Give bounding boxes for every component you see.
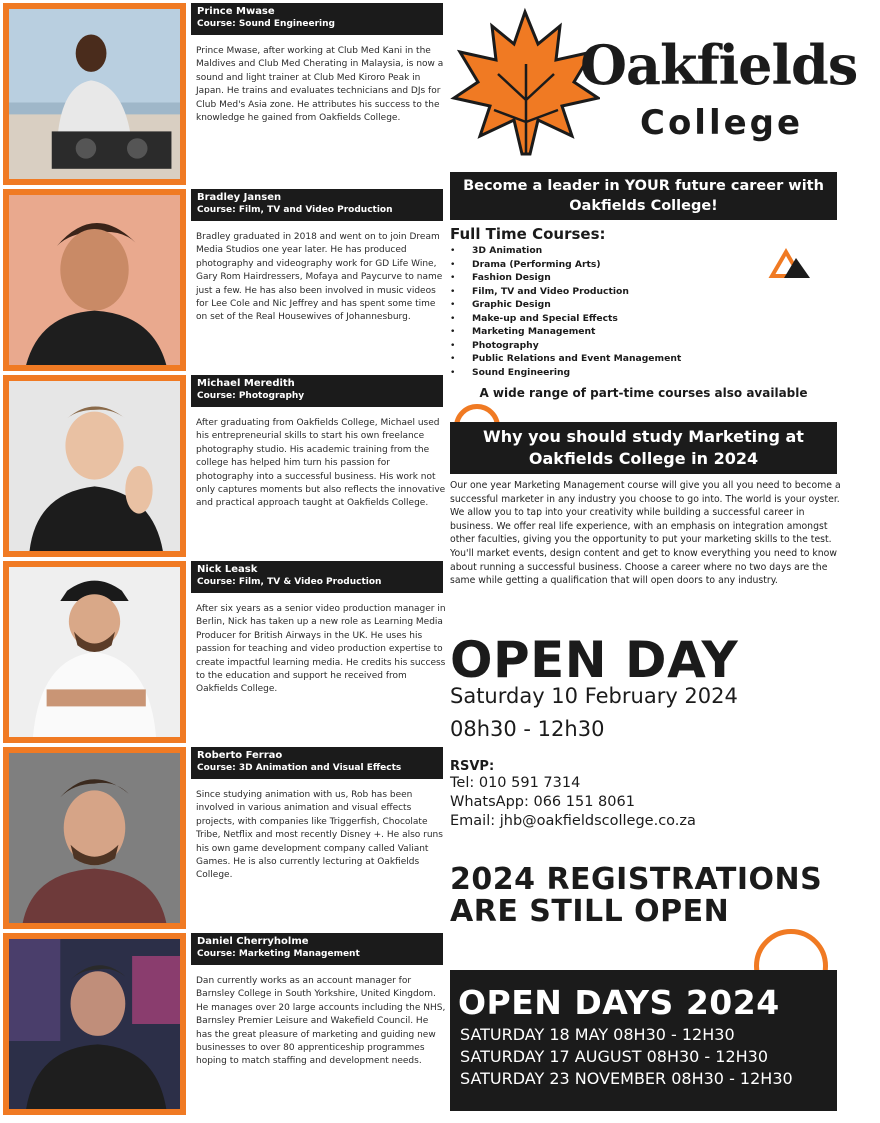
alumni-header (191, 3, 443, 35)
list-item: • Graphic Design (450, 298, 681, 312)
alumni-course: Course: Marketing Management (197, 949, 360, 959)
why-paragraph: You'll market events, design content and get to know everything you need to know about running a successful business. Choose a career where no two days are the same while getting a qualification that will open doors to any industry. (450, 547, 837, 587)
open-day-title: OPEN DAY (450, 631, 739, 689)
alumni-card-nick-leask (3, 561, 446, 743)
rsvp-phone[interactable]: Tel: 010 591 7314 (450, 775, 581, 791)
alumni-header (191, 189, 443, 221)
alumni-name: Roberto Ferrao (197, 750, 283, 761)
alumni-card-bradley-jansen (3, 189, 443, 371)
registrations-heading: 2024 REGISTRATIONS ARE STILL OPEN (450, 862, 823, 929)
open-day-time: 08h30 - 12h30 (450, 717, 605, 741)
open-days-box (450, 970, 837, 1111)
triangle-logo-icon (768, 246, 812, 282)
alumni-name: Prince Mwase (197, 6, 275, 17)
rsvp-whatsapp[interactable]: WhatsApp: 066 151 8061 (450, 794, 635, 810)
alumni-header (191, 375, 443, 407)
college-logo (450, 4, 858, 164)
alumni-name: Daniel Cherryholme (197, 936, 309, 947)
alumni-bio: Since studying animation with us, Rob has been involved in various animation and visual effects projects, with companies like Triggerfish, Chocolate Tribe, Netflix and most recently Disney +. He also runs his own game development company called Valiant Games. He is also currently lecturing at Oakfields College. (196, 790, 443, 881)
alumni-bio: After six years as a senior video production manager in Berlin, Nick has taken up a new role as Learning Media Producer for British Airways in the UK. He uses his passion for teaching and video production expertise to create impactful learning media. He credits his success to the education and support he received from Oakfields College. (196, 604, 446, 695)
alumni-course: Course: Sound Engineering (197, 19, 335, 29)
courses-title: Full Time Courses: (450, 225, 606, 243)
alumni-photo-prince-mwase (9, 9, 180, 179)
logo-wordmark: Oakfields (580, 33, 858, 97)
alumni-course: Course: Film, TV and Video Production (197, 205, 393, 215)
alumni-header (191, 561, 443, 593)
part-time-note: A wide range of part-time courses also available (479, 386, 808, 400)
alumni-header (191, 747, 443, 779)
why-study-body (450, 479, 842, 588)
rsvp-email[interactable]: Email: jhb@oakfieldscollege.co.za (450, 813, 696, 829)
alumni-photo-frame (3, 3, 186, 185)
list-item: • Film, TV and Video Production (450, 285, 681, 299)
list-item: • Photography (450, 339, 681, 353)
open-day-item: SATURDAY 17 AUGUST 08H30 - 12H30 (460, 1047, 769, 1066)
alumni-photo-frame (3, 561, 186, 743)
alumni-name: Bradley Jansen (197, 192, 282, 203)
list-item: • Make-up and Special Effects (450, 312, 681, 326)
alumni-card-roberto-ferrao (3, 747, 443, 929)
open-days-title: OPEN DAYS 2024 (458, 983, 780, 1022)
list-item: • Public Relations and Event Management (450, 352, 681, 366)
list-item: • Fashion Design (450, 271, 681, 285)
open-day-date: Saturday 10 February 2024 (450, 684, 738, 708)
alumni-photo-roberto-ferrao (9, 753, 180, 923)
alumni-card-michael-meredith (3, 375, 446, 557)
why-study-banner: Why you should study Marketing at Oakfields College in 2024 (450, 422, 837, 474)
open-day-item: SATURDAY 23 NOVEMBER 08H30 - 12H30 (460, 1069, 793, 1088)
list-item: • Marketing Management (450, 325, 681, 339)
alumni-bio: Prince Mwase, after working at Club Med Kani in the Maldives and Club Med Cherating in Malaysia, is now a sound and light trainer at Club Med Kiroro Peak in Japan. He trains and evaluates technicians and DJs for Club Med's Asia zone. He attributes his success to the knowledge he gained from Oakfields College. (196, 46, 444, 124)
alumni-photo-frame (3, 933, 186, 1115)
alumni-card-prince-mwase (3, 3, 443, 185)
course-list (450, 244, 681, 379)
alumni-photo-bradley-jansen (9, 195, 180, 365)
alumni-photo-frame (3, 375, 186, 557)
alumni-bio: After graduating from Oakfields College, Michael used his entrepreneurial skills to start his own freelance photography studio. His academic training from the college has helped him turn his passion for photography into a successful business. His work not only captures moments but also reflects the innovative and practical approach taught at Oakfields College. (196, 418, 446, 509)
alumni-photo-frame (3, 189, 186, 371)
alumni-bio: Bradley graduated in 2018 and went on to join Dream Media Studios one year later. He has produced photography and videography work for GD Life Wine, Gary Rom Hairdressers, Mofaya and Paycurve to name just a few. He has also been involved in music videos for Lee Cole and Nic Jeffrey and has spent some time on set of the Real Housewives of Johannesburg. (196, 232, 443, 323)
alumni-card-daniel-cherryholme (3, 933, 446, 1115)
list-item: • 3D Animation (450, 244, 681, 258)
alumni-name: Michael Meredith (197, 378, 295, 389)
alumni-photo-nick-leask (9, 567, 180, 737)
list-item: • Drama (Performing Arts) (450, 258, 681, 272)
alumni-photo-frame (3, 747, 186, 929)
open-day-item: SATURDAY 18 MAY 08H30 - 12H30 (460, 1025, 735, 1044)
maple-leaf-icon (450, 4, 600, 164)
list-item: • Sound Engineering (450, 366, 681, 380)
alumni-course: Course: 3D Animation and Visual Effects (197, 763, 402, 773)
alumni-bio: Dan currently works as an account manager for Barnsley College in South Yorkshire, United Kingdom. He manages over 20 large accounts including the NHS, Barnsley Premier Leisure and Wakefield Council. He has the great pleasure of marketing and guiding new businesses to over 80 apprenticeship programmes hoping to match staffing and development needs. (196, 976, 446, 1067)
alumni-header (191, 933, 443, 965)
alumni-photo-michael-meredith (9, 381, 180, 551)
rsvp-label: RSVP: (450, 759, 495, 774)
alumni-name: Nick Leask (197, 564, 258, 575)
lead-banner: Become a leader in YOUR future career with Oakfields College! (450, 172, 837, 220)
alumni-course: Course: Photography (197, 391, 305, 401)
logo-subtitle: College (640, 103, 804, 143)
alumni-course: Course: Film, TV & Video Production (197, 577, 382, 587)
alumni-photo-daniel-cherryholme (9, 939, 180, 1109)
why-paragraph: Our one year Marketing Management course will give you all you need to become a successful marketer in any industry you choose to go into. The world is your oyster. We allow you to tap into your creativity while building a successful career in business. We offer real life experience, with an emphasis on integration amongst other faculties, giving you the opportunity to put your marketing skills to the test. (450, 480, 841, 546)
